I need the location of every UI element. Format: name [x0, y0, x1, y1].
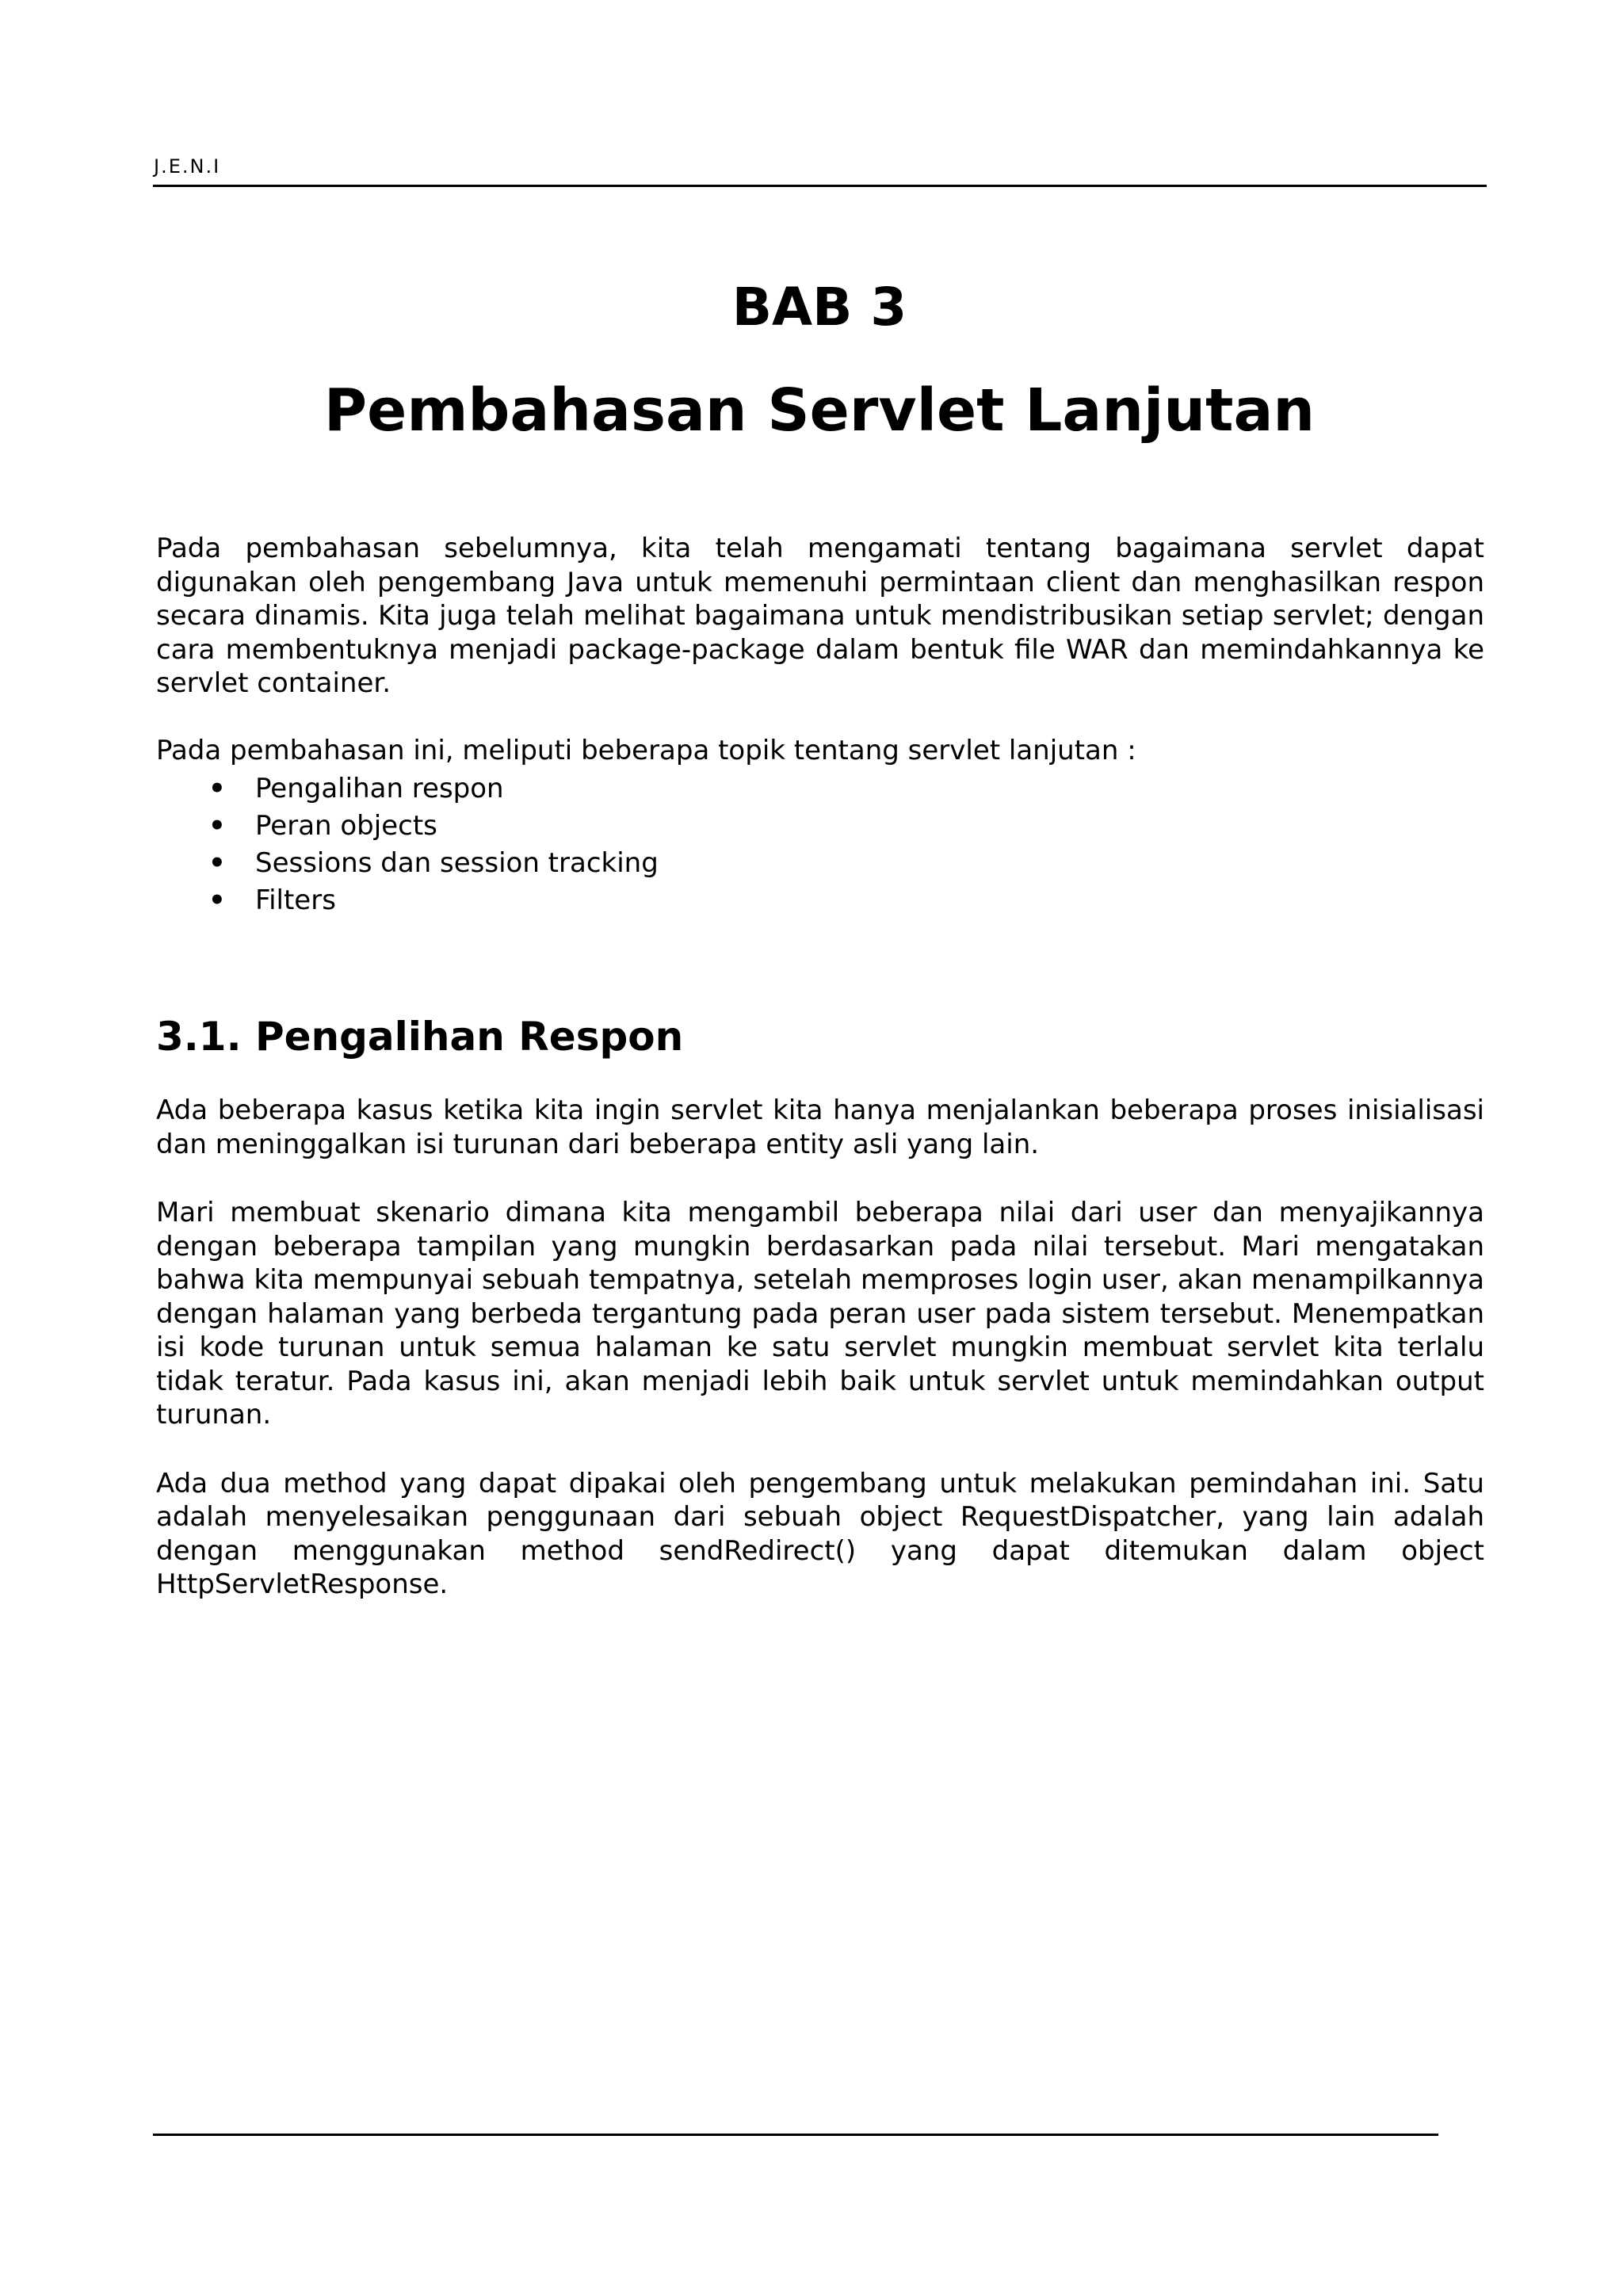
running-header: J.E.N.I [154, 155, 221, 178]
bullet-icon: • [208, 884, 226, 916]
list-item [156, 808, 1484, 845]
intro-paragraph: Pada pembahasan sebelumnya, kita telah mengamati tentang bagaimana servlet dapat digunakan oleh pengembang Java untuk memenuhi permintaan client dan menghasilkan respon secara dinamis. Kita juga telah melihat bagaimana untuk mendistribusikan setiap servlet; dengan cara membentuknya menjadi package-package dalam bentuk file WAR dan memindahkannya ke servlet container. [156, 533, 1484, 699]
section-heading: 3.1. Pengalihan Respon [156, 1014, 684, 1060]
section-paragraph: Ada dua method yang dapat dipakai oleh pengembang untuk melakukan pemindahan ini. Satu adalah menyelesaikan penggunaan dari sebuah object RequestDispatcher, yang lain adalah dengan menggunakan method sendRedirect() yang dapat ditemukan dalam object HttpServletResponse. [156, 1467, 1484, 1600]
list-item-label: Pengalihan respon [255, 773, 504, 804]
topics-list [156, 770, 1484, 919]
topics-intro-paragraph: Pada pembahasan ini, meliputi beberapa topik tentang servlet lanjutan : [156, 734, 1136, 766]
header-rule [153, 185, 1487, 187]
list-item-label: Filters [255, 884, 336, 916]
bullet-icon: • [208, 810, 226, 842]
list-item [156, 845, 1484, 882]
bullet-icon: • [208, 773, 226, 804]
chapter-title: Pembahasan Servlet Lanjutan [323, 376, 1316, 445]
list-item [156, 770, 1484, 808]
page-content [156, 532, 1484, 1602]
footer-rule [153, 2134, 1438, 2136]
chapter-number: BAB 3 [731, 277, 907, 338]
list-item [156, 882, 1484, 919]
section-paragraph: Mari membuat skenario dimana kita mengambil beberapa nilai dari user dan menyajikannya dengan beberapa tampilan yang mungkin berdasarkan pada nilai tersebut. Mari mengatakan bahwa kita mempunyai sebuah tempatnya, setelah memproses login user, akan menampilkannya dengan halaman yang berbeda tergantung pada peran user pada sistem tersebut. Menempatkan isi kode turunan untuk semua halaman ke satu servlet mungkin membuat servlet kita terlalu tidak teratur. Pada kasus ini, akan menjadi lebih baik untuk servlet untuk memindahkan output turunan. [156, 1197, 1484, 1431]
list-item-label: Sessions dan session tracking [255, 847, 659, 879]
section-paragraph: Ada beberapa kasus ketika kita ingin servlet kita hanya menjalankan beberapa proses inisialisasi dan meninggalkan isi turunan dari beberapa entity asli yang lain. [156, 1095, 1484, 1160]
list-item-label: Peran objects [255, 810, 437, 842]
bullet-icon: • [208, 847, 226, 879]
